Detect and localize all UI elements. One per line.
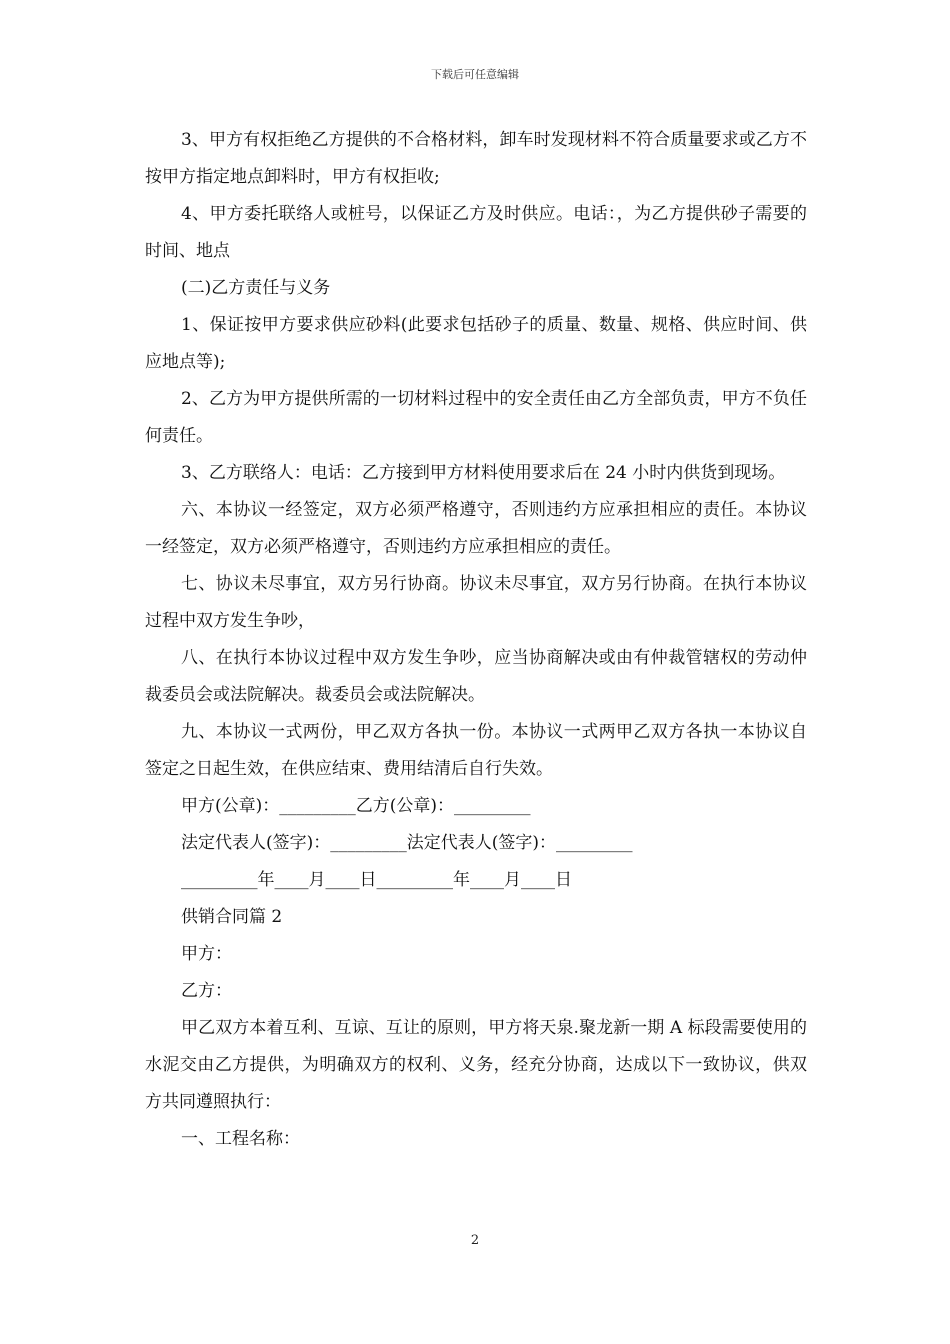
party-a-label: 甲方： [181,944,232,964]
document-body [145,122,807,1158]
section-heading-party-b: (二)乙方责任与义务 [181,278,331,298]
paragraph-party-b-2: 2、乙方为甲方提供所需的一切材料过程中的安全责任由乙方全部负责，甲方不负任何责任。 [145,389,807,446]
paragraph-article-6: 六、本协议一经签定，双方必须严格遵守，否则违约方应承担相应的责任。本协议一经签定，双方必须严格遵守，否则违约方应承担相应的责任。 [145,500,807,557]
page-header: 下载后可任意编辑 [431,68,519,81]
paragraph-project-name: 一、工程名称： [181,1129,300,1149]
paragraph-article-9: 九、本协议一式两份，甲乙双方各执一份。本协议一式两甲乙双方各执一本协议自签定之日起生效，在供应结束、费用结清后自行失效。 [145,722,807,779]
signature-representative-line: 法定代表人(签字)：_________法定代表人(签字)：_________ [181,833,633,853]
paragraph-article-7: 七、协议未尽事宜，双方另行协商。协议未尽事宜，双方另行协商。在执行本协议过程中双方发生争吵， [145,574,807,631]
party-b-label: 乙方： [181,981,232,1001]
paragraph-clause-4: 4、甲方委托联络人或桩号，以保证乙方及时供应。电话：，为乙方提供砂子需要的时间、地点 [145,204,807,261]
paragraph-party-b-1: 1、保证按甲方要求供应砂料(此要求包括砂子的质量、数量、规格、供应时间、供应地点等); [145,315,807,372]
paragraph-article-8: 八、在执行本协议过程中双方发生争吵，应当协商解决或由有仲裁管辖权的劳动仲裁委员会或法院解决。裁委员会或法院解决。 [145,648,807,705]
paragraph-preamble: 甲乙双方本着互利、互谅、互让的原则，甲方将天泉.聚龙新一期 A 标段需要使用的水泥交由乙方提供，为明确双方的权利、义务，经充分协商，达成以下一致协议，供双方共同遵照执行： [145,1018,807,1112]
signature-seal-line: 甲方(公章)：_________乙方(公章)：_________ [181,796,531,816]
signature-date-line: _________年____月____日_________年____月____日 [181,870,572,890]
paragraph-party-b-3: 3、乙方联络人：电话：乙方接到甲方材料使用要求后在 24 小时内供货到现场。 [181,463,786,483]
paragraph-clause-3: 3、甲方有权拒绝乙方提供的不合格材料，卸车时发现材料不符合质量要求或乙方不按甲方指定地点卸料时，甲方有权拒收; [145,130,807,187]
contract-title-2: 供销合同篇 2 [181,907,283,927]
page-number: 2 [470,1233,480,1248]
